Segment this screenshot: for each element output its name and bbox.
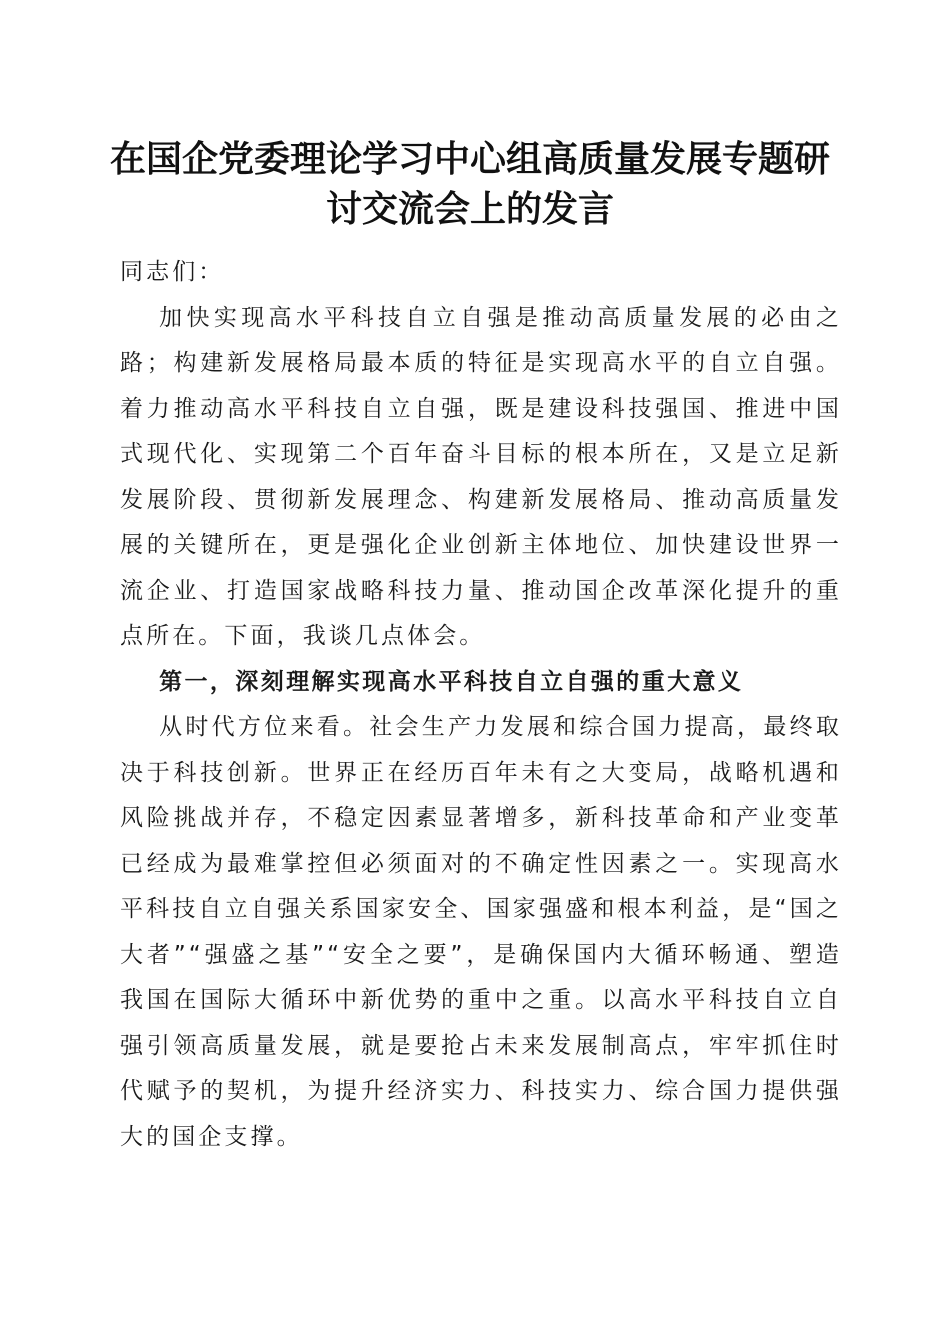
intro-paragraph: 加快实现高水平科技自立自强是推动高质量发展的必由之路；构建新发展格局最本质的特征是实现高水平的自立自强。着力推动高水平科技自立自强，既是建设科技强国、推进中国式现代化、实现第二个百年奋斗目标的根本所在，又是立足新发展阶段、贯彻新发展理念、构建新发展格局、推动高质量发展的关键所在，更是强化企业创新主体地位、加快建设世界一流企业、打造国家战略科技力量、推动国企改革深化提升的重点所在。下面，我谈几点体会。: [120, 304, 842, 649]
title-line-1: 在国企党委理论学习中心组高质量发展专题研: [109, 138, 830, 180]
document-title: [100, 134, 840, 234]
salutation: 同志们：: [120, 259, 225, 285]
section-heading: 第一，深刻理解实现高水平科技自立自强的重大意义: [159, 668, 744, 695]
body-paragraph: 从时代方位来看。社会生产力发展和综合国力提高，最终取决于科技创新。世界正在经历百年未有之大变局，战略机遇和风险挑战并存，不稳定因素显著增多，新科技革命和产业变革已经成为最难掌控但必须面对的不确定性因素之一。实现高水平科技自立自强关系国家安全、国家强盛和根本利益，是“国之大者”“强盛之基”“安全之要”，是确保国内大循环畅通、塑造我国在国际大循环中新优势的重中之重。以高水平科技自立自强引领高质量发展，就是要抢占未来发展制高点，牢牢抓住时代赋予的契机，为提升经济实力、科技实力、综合国力提供强大的国企支撑。: [120, 714, 842, 1150]
title-line-2: 讨交流会上的发言: [325, 188, 614, 230]
document-body: [120, 250, 842, 1160]
